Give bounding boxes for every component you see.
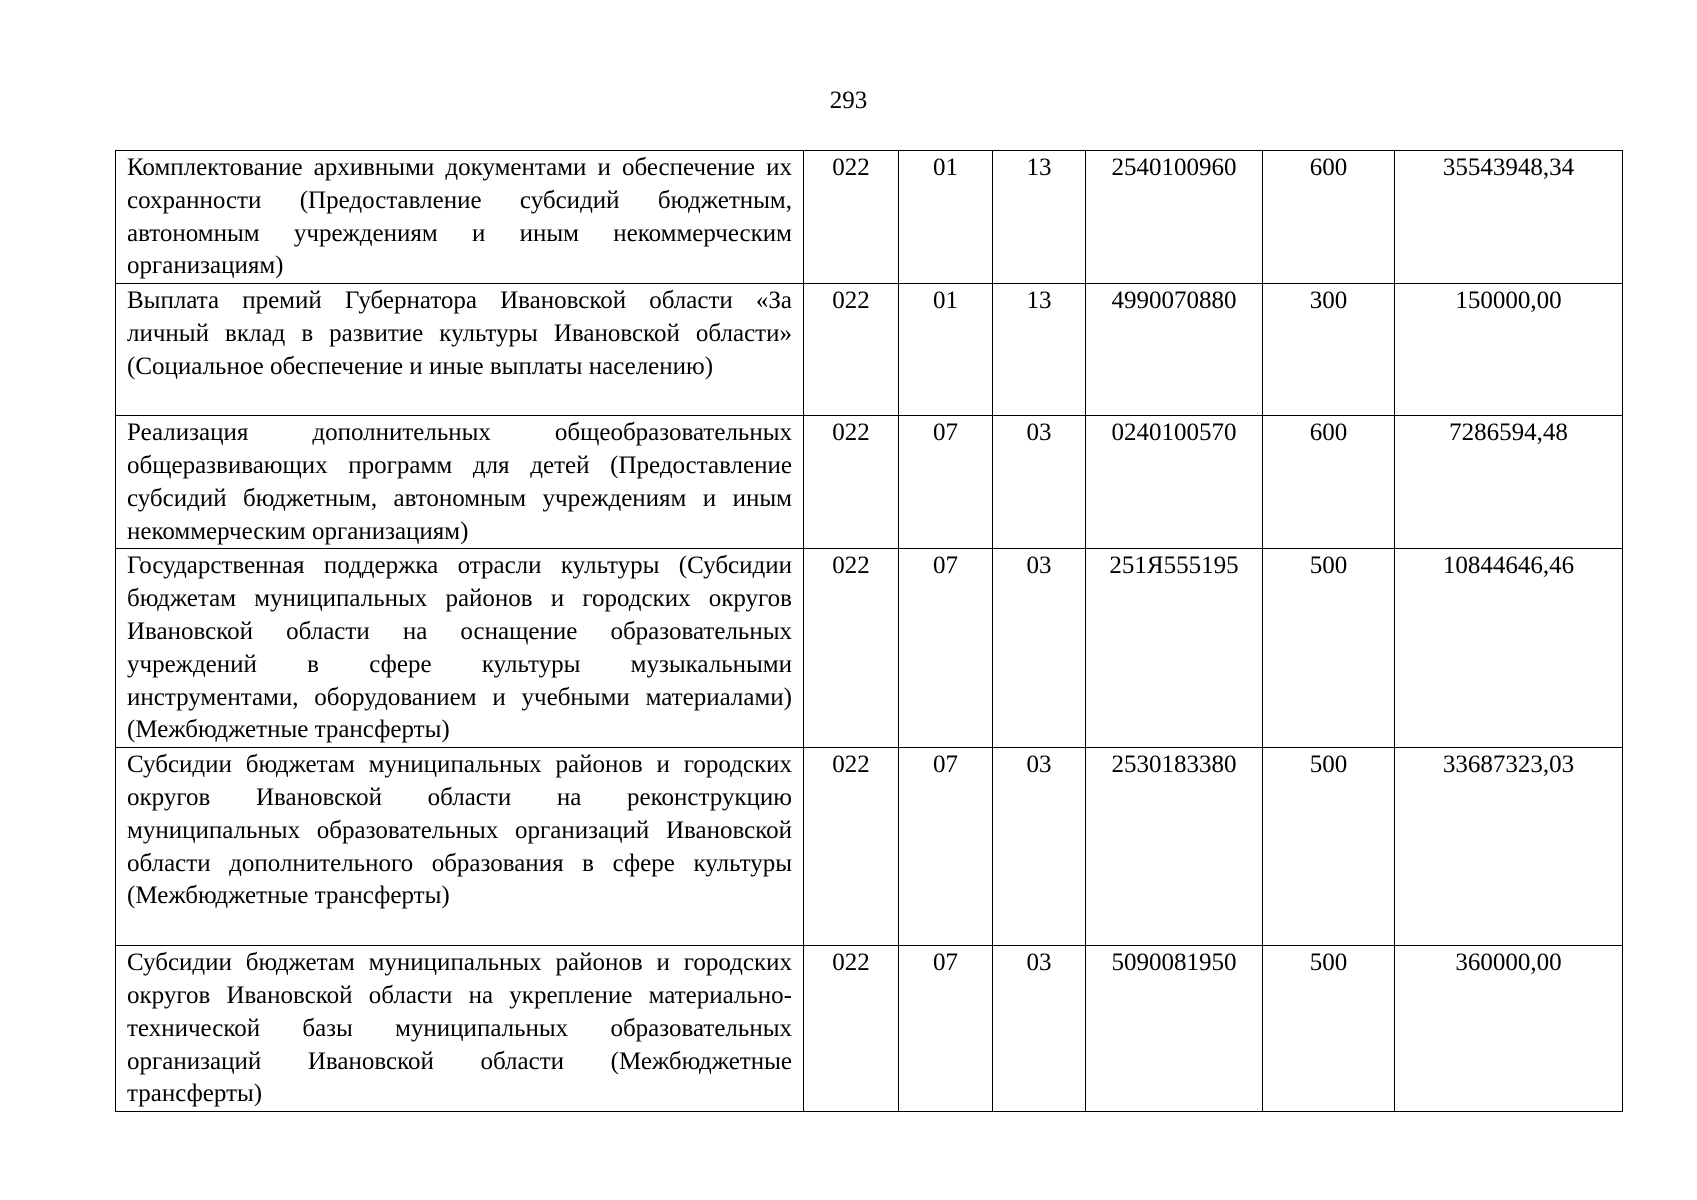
row-description: Комплектование архивными документами и обеспечение их сохранности (Предоставление субсидий бюджетным, автономным учреждениям и иным некоммерческим организациям): [116, 151, 804, 284]
amount: 360000,00: [1395, 946, 1623, 1112]
subsection-code: 03: [993, 748, 1086, 946]
subsection-code: 13: [993, 284, 1086, 416]
expense-type-code: 600: [1263, 416, 1395, 549]
expense-type-code: 500: [1263, 946, 1395, 1112]
expense-type-code: 500: [1263, 549, 1395, 748]
table-row: [116, 946, 1623, 1112]
page-number: 293: [829, 87, 868, 114]
subsection-code: 03: [993, 946, 1086, 1112]
target-article-code: 5090081950: [1086, 946, 1263, 1112]
expense-type-code: 600: [1263, 151, 1395, 284]
section-code: 01: [899, 151, 993, 284]
ministry-code: 022: [804, 748, 899, 946]
table-row: [116, 416, 1623, 549]
amount: 35543948,34: [1395, 151, 1623, 284]
table-row: [116, 284, 1623, 416]
target-article-code: 0240100570: [1086, 416, 1263, 549]
table-row: [116, 151, 1623, 284]
budget-table: [115, 150, 1623, 1112]
section-code: 07: [899, 946, 993, 1112]
subsection-code: 13: [993, 151, 1086, 284]
row-description: Субсидии бюджетам муниципальных районов и городских округов Ивановской области на укрепление материально-технической базы муниципальных образовательных организаций Ивановской области (Межбюджетные трансферты): [116, 946, 804, 1112]
section-code: 01: [899, 284, 993, 416]
row-description: Выплата премий Губернатора Ивановской области «За личный вклад в развитие культуры Ивановской области» (Социальное обеспечение и иные выплаты населению): [116, 284, 804, 416]
section-code: 07: [899, 549, 993, 748]
target-article-code: 2530183380: [1086, 748, 1263, 946]
subsection-code: 03: [993, 416, 1086, 549]
amount: 150000,00: [1395, 284, 1623, 416]
ministry-code: 022: [804, 416, 899, 549]
amount: 33687323,03: [1395, 748, 1623, 946]
amount: 10844646,46: [1395, 549, 1623, 748]
ministry-code: 022: [804, 284, 899, 416]
amount: 7286594,48: [1395, 416, 1623, 549]
target-article-code: 4990070880: [1086, 284, 1263, 416]
table-row: [116, 748, 1623, 946]
expense-type-code: 300: [1263, 284, 1395, 416]
row-description: Государственная поддержка отрасли культуры (Субсидии бюджетам муниципальных районов и городских округов Ивановской области на оснащение образовательных учреждений в сфере культуры музыкальными инструментами, оборудованием и учебными материалами) (Межбюджетные трансферты): [116, 549, 804, 748]
table-row: [116, 549, 1623, 748]
section-code: 07: [899, 416, 993, 549]
ministry-code: 022: [804, 151, 899, 284]
row-description: Реализация дополнительных общеобразовательных общеразвивающих программ для детей (Предоставление субсидий бюджетным, автономным учреждениям и иным некоммерческим организациям): [116, 416, 804, 549]
row-description: Субсидии бюджетам муниципальных районов и городских округов Ивановской области на реконструкцию муниципальных образовательных организаций Ивановской области дополнительного образования в сфере культуры (Межбюджетные трансферты): [116, 748, 804, 946]
target-article-code: 2540100960: [1086, 151, 1263, 284]
expense-type-code: 500: [1263, 748, 1395, 946]
subsection-code: 03: [993, 549, 1086, 748]
ministry-code: 022: [804, 549, 899, 748]
section-code: 07: [899, 748, 993, 946]
target-article-code: 251Я555195: [1086, 549, 1263, 748]
ministry-code: 022: [804, 946, 899, 1112]
